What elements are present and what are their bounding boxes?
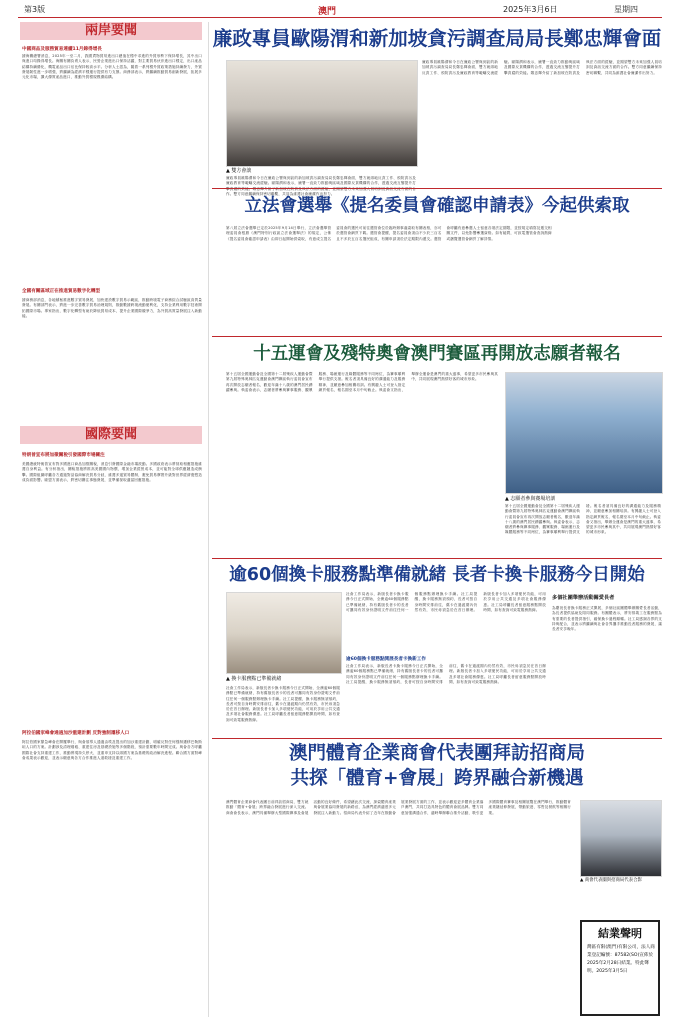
photo-caption: ▲ 商會代表團與招商局代表合影 <box>580 878 642 883</box>
volunteer-photo <box>505 372 663 494</box>
story-title: 特朗普宣布將加徵關稅引發國際市場關注 <box>22 453 105 458</box>
headline-volunteers: 十五運會及殘特奧會澳門賽區再開放志願者報名 <box>253 344 621 364</box>
issue-weekday: 星期四 <box>614 5 638 14</box>
headline-senior-card: 逾60個換卡服務點準備就緒 長者卡換卡服務今日開始 <box>229 565 645 585</box>
divider <box>212 558 662 559</box>
divider <box>212 738 662 739</box>
story-body-volunteers: 第十五屆全國運動會及全國第十二屆殘疾人運動會暨第九屆特殊奧林匹克運動會澳門賽區執行委員會宣布再次開放志願者報名，歡迎年滿十八歲的澳門居民踴躍參與。執委會表示，志願者將參與賽事服務、觀眾服務、場館運行及媒體服務等不同崗位，為賽事順利舉行提供支援。報名者須具備良好的溝通能力及服務精神，並願意參加相關培訓。有興趣人士可登入指定網頁報名，報名期至本月中旬截止。執委會又指出，舉辦全運會是澳門的重大盛事，希望更多市民參與其中，共同展現澳門熱情好客的城市形象。 <box>226 372 498 392</box>
story-title: 中國商品及服務貿易連續11月錄得增長 <box>22 47 102 52</box>
headline-election: 立法會選舉《提名委員會確認申請表》今起供索取 <box>244 196 630 216</box>
story-body: 據商務部消息，各地積極推進數字貿易發展，加快建設數字貿易示範區，推動跨境電子商務綜合試驗區高質量發展。有關部門表示，將進一步完善數字貿易治理規則，推動數據跨境流動便利化，支持企業利用數字技術開拓國際市場。專家指出，數字化轉型有助於降低貿易成本，提升企業國際競爭力，為外貿高質量發展注入新動能。 <box>22 298 202 318</box>
meeting-photo <box>226 60 418 167</box>
story-body-senior-card-cols: 社會工作局表示，新版長者卡換卡服務今日正式開始，全澳逾60個服務點已準備就緒，持有舊版長者卡的長者可攜同有效身份證明文件前往任何一個服務點辦理換卡手續。社工局提醒，換卡服務無須預約，長者可按自身時間安排前往，舊卡在過渡期內仍然有效，市民毋須急於在首日辦理。新版長者卡加入多項便民功能，可用於享用公共交通及多項社會服務優惠。社工局呼籲長者留意服務點開放時間，如有查詢可致電服務熱線。 <box>346 592 546 612</box>
story-body-senior-card-lower: 社會工作局表示，新版長者卡換卡服務今日正式開始，全澳逾60個服務點已準備就緒，持有舊版長者卡的長者可攜同有效身份證明文件前往任何一個服務點辦理換卡手續。社工局提醒，換卡服務無須預約，長者可按自身時間安排前往，舊卡在過渡期內仍然有效，市民毋須急於在首日辦理。新版長者卡加入多項便民功能，可用於享用公共交通及多項社會服務優惠。社工局呼籲長者留意服務點開放時間，如有查詢可致電服務熱線。 <box>346 664 546 684</box>
story-body-anti-corruption: 廉政專員歐陽渭和今日在廉政公署與到訪的新加坡貪污調查局局長鄭忠輝會面，雙方就兩地反貪工作、預防貪污及廉政教育等範疇交流經驗。歐陽渭和表示，廉署一直致力推動與區域及國際反貪機構的合作，透過交流互鑒提升打擊貪腐的效能。鄭忠輝介紹了新加坡在防貪及執法方面的經驗，並期望雙方未來加強人員培訓及資訊交流方面的合作。雙方同意繼續保持密切聯繫，共同為維護社會廉潔作出努力。 <box>422 60 662 75</box>
left-column <box>20 22 202 1017</box>
story-title: 阿拉伯國家峰會通過加沙重建計劃 反對強制遷移人口 <box>22 731 130 736</box>
photo-caption: ▲ 雙方會談 <box>226 168 252 174</box>
headline-sports-commerce: 澳門體育企業商會代表團拜訪招商局 <box>288 743 585 764</box>
story-body-sports-commerce: 澳門體育企業商會代表團日前拜訪招商局，雙方就推動「體育+會展」跨界融合發展進行深入交流。商會會長表示，澳門具備舉辦大型國際賽事及會展活動的良好條件，希望藉此次交流，探索體育產業與會展業協同發展的新路徑，為澳門經濟適度多元發展注入新動力。招商局代表介紹了近年在推動會展業發展方面的工作，並表示歡迎更多體育企業落戶澳門，共同打造具特色的體育會展品牌。雙方同意加強溝通合作，適時舉辦聯合推介活動，吸引更多國際體育賽事及相關展覽在澳門舉行，推動體育產業鏈延伸發展，帶動旅遊、零售及餐飲等相關行業。 <box>226 800 571 815</box>
side-story-title: 逾60個換卡服務點開展長者卡換新工作 <box>346 657 426 662</box>
photo-caption: ▲ 志願者參與賽場培訓 <box>505 496 556 502</box>
closure-notice <box>580 920 660 1016</box>
masthead: 澳門 <box>318 7 337 17</box>
issue-date: 2025年3月6日 <box>503 5 558 14</box>
story-body-senior-card: 社會工作局表示，新版長者卡換卡服務今日正式開始，全澳逾60個服務點已準備就緒，持有舊版長者卡的長者可攜同有效身份證明文件前往任何一個服務點辦理換卡手續。社工局提醒，換卡服務無須預約，長者可按自身時間安排前往，舊卡在過渡期內仍然有效，市民毋須急於在首日辦理。新版長者卡加入多項便民功能，可用於享用公共交通及多項社會服務優惠。社工局呼籲長者留意服務點開放時間，如有查詢可致電服務熱線。 <box>226 686 340 722</box>
right-story-body: 為慶祝長者換卡服務正式開展，多個社區團體舉辦關愛長者活動，為長者提供協助及陪同服務。有團體表示，將安排義工在服務點為有需要的長者提供指引，確保換卡過程順暢。社工局感謝各界的支持與配合，並表示將繼續與社會各界攜手推動長者服務的發展，讓長者安享晚年。 <box>552 606 662 632</box>
story-body: 阿拉伯國家緊急峰會在開羅舉行，與會領導人通過由埃及提出的加沙重建計劃，明確反對任何強制遷移巴勒斯坦人口的方案。計劃涉及清理廢墟、重建住房及基礎設施等多個階段，預計需要數年時間完成。與會各方呼籲國際社會支持重建工作，推動實現持久停火，並重申支持以兩國方案為基礎的政治解決進程。聯合國方面對峰會成果表示歡迎，並表示願意與各方合作推進人道救援及重建工作。 <box>22 740 202 760</box>
page-header <box>0 0 677 18</box>
story-body-volunteers-cont: 第十五屆全國運動會及全國第十二屆殘疾人運動會暨第九屆特殊奧林匹克運動會澳門賽區執行委員會宣布再次開放志願者報名，歡迎年滿十八歲的澳門居民踴躍參與。執委會表示，志願者將參與賽事服務、觀眾服務、場館運行及媒體服務等不同崗位，為賽事順利舉行提供支援。報名者須具備良好的溝通能力及服務精神，並願意參加相關培訓。有興趣人士可登入指定網頁報名，報名期至本月中旬截止。執委會又指出，舉辦全運會是澳門的重大盛事，希望更多市民參與其中，共同展現澳門熱情好客的城市形象。 <box>505 504 661 535</box>
story-body: 據海關總署消息，2025年一至二月，我國貨物貿易進出口總值在穩中求進的外貿形勢下保持增長，其中出口與進口均錄得增長。海關有關負責人表示，民營企業進出口保持活躍，對主要貿易伙伴進出口穩定，出口產品結構持續優化，機電產品出口佔比保持較高水平。分析人士認為，隨着一系列穩外貿政策措施持續發力，外貿發展韌性進一步增強，將繼續為經濟平穩運行提供有力支撐。商務部表示，將繼續推動貿易創新發展，拓展多元化市場，擴大優質產品進口，推動外貿穩規模優結構。 <box>22 54 202 80</box>
header-rule <box>18 17 662 18</box>
section-title-international: 國際要聞 <box>20 426 202 444</box>
notice-title: 結業聲明 <box>598 927 642 940</box>
notice-body: 灣區有限(澳門)有限公司，法人商業登記編號：87582(SO)宣佈於2025年2月28日結業。特此聲明。2025年3月5日 <box>587 945 655 974</box>
photo-caption: ▲ 換卡服務點已準備就緒 <box>226 676 282 682</box>
story-body: 美國總統特朗普宣布對多國進口商品加徵關稅，消息引發國際金融市場波動。多國政府表示將採取相應措施維護自身利益。有分析指出，關稅措施將推高美國國內物價，增加企業經營成本，並可能對全球供應鏈造成衝擊。國際組織呼籲各方通過對話協商解決貿易分歧，維護多邊貿易體制，避免貿易摩擦升級對世界經濟復甦造成負面影響。歐盟方面表示，將密切關注事態發展，並準備採取適當回應措施。 <box>22 462 202 482</box>
headline-anti-corruption: 廉政專員歐陽渭和新加坡貪污調查局局長鄭忠輝會面 <box>212 27 662 50</box>
story-lede: 廉政專員歐陽渭和今日在廉政公署與到訪的新加坡貪污調查局局長鄭忠輝會面，雙方就兩地反貪工作、預防貪污及廉政教育等範疇交流經驗。歐陽渭和表示，廉署一直致力推動與區域及國際反貪機構的合作，透過交流互鑒提升打 作。雙方同意繼續保持密切聯繫，共同為維護社會廉潔作出努力。 <box>226 176 416 196</box>
divider <box>212 336 662 337</box>
page-number: 第3版 <box>24 5 46 14</box>
subheadline-sports-commerce: 共探「體育+會展」跨界融合新機遇 <box>290 768 584 789</box>
right-story-title: 多個社團舉辦活動關愛長者 <box>552 595 615 601</box>
story-body-election: 第八屆立法會選舉已定於2025年9月14日舉行，立法會選舉管理委員會根據《澳門特別行政區立法會選舉法》的規定，公佈《提名委員會確認申請表》由即日起開始供索取，有意成立提名委員會的選民可前往選管會位於臨時辦事處索取有關表格，亦可於選管會網頁下載。選管會提醒，提名委員會須由不少於三百名且不多於五百名選民組成，有關申請須於法定期限內遞交。選管會呼籲有意參選人士留意各項法定期限，並按規定填寫及遞交相關文件，以免影響參選資格。如有疑問，可致電選管會查詢熱線或瀏覽選管會網頁了解詳情。 <box>226 226 552 241</box>
divider <box>212 188 662 189</box>
column-divider <box>208 22 209 1017</box>
section-title-cross-strait: 兩岸要聞 <box>20 22 202 40</box>
story-title: 全國有關區域正在推進貿易數字化轉型 <box>22 289 101 294</box>
service-point-photo <box>226 592 342 674</box>
delegation-photo <box>580 800 662 877</box>
